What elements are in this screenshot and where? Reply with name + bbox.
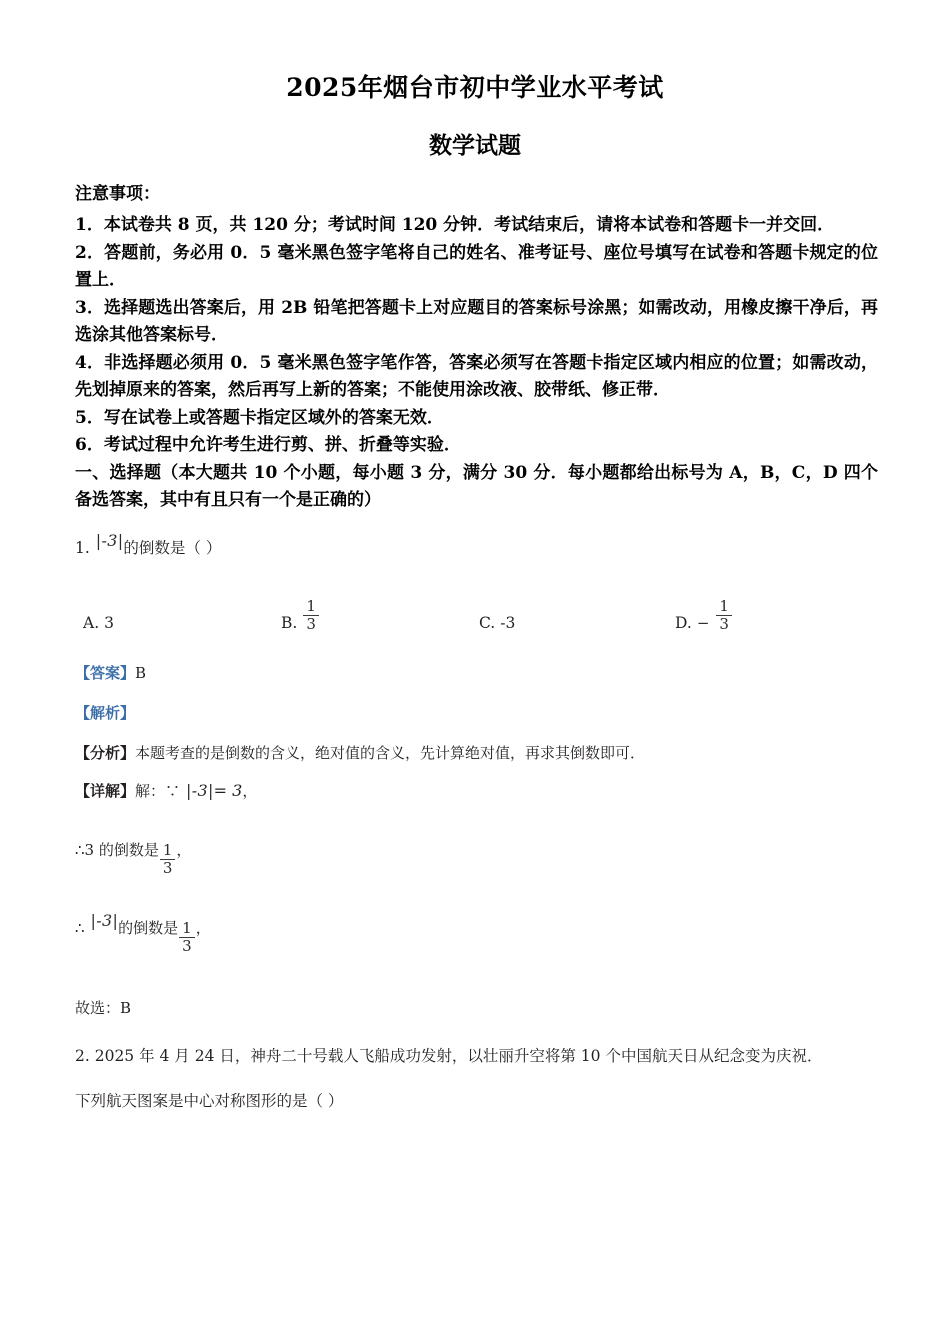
explanation-row [75, 702, 878, 725]
analysis-tag: 【分析】 [75, 744, 136, 763]
detail-lead: 解： [135, 781, 166, 800]
step-3-comma: ， [195, 918, 211, 937]
step-2-text: 3 的倒数是 [84, 840, 159, 859]
question-1-stem [75, 530, 878, 560]
question-1-solution [75, 662, 878, 1018]
analysis-text: 本题考查的是倒数的含义，绝对值的含义，先计算绝对值，再求其倒数即可． [135, 744, 646, 763]
option-b-denominator: 3 [306, 614, 316, 633]
option-d[interactable] [675, 596, 733, 633]
option-b-fraction [303, 596, 319, 633]
step-3-text: 的倒数是 [118, 918, 179, 937]
question-2-line-1: 2. 2025 年 4 月 24 日，神舟二十号载人飞船成功发射，以壮丽升空将第 10 个中国航天日从纪念变为庆祝． [75, 1046, 823, 1065]
option-d-label: D. [675, 614, 692, 633]
page-subtitle: 数学试题 [429, 131, 521, 159]
option-d-negative-sign: − [696, 614, 710, 633]
detail-tag: 【详解】 [75, 781, 136, 800]
detail-equation-rest: = 3 [213, 780, 243, 800]
option-c[interactable] [479, 614, 515, 632]
solution-step-3 [75, 910, 878, 955]
option-a-label: A. [83, 614, 100, 633]
detail-comma: ， [242, 781, 258, 800]
notice-item-2: 2．答题前，务必用 0．5 毫米黑色签字笔将自己的姓名、准考证号、座位号填写在试卷和答题卡规定的位置上． [75, 242, 878, 291]
abs-value-expression: |-3| [95, 530, 124, 550]
notice-item-3: 3．选择题选出答案后，用 2B 铅笔把答题卡上对应题目的答案标号涂黑；如需改动，用橡皮擦干净后，再选涂其他答案标号． [75, 297, 878, 346]
answer-row [75, 662, 878, 685]
question-2 [75, 1045, 878, 1114]
step-2-comma: ， [176, 840, 192, 859]
because-symbol: ∵ [165, 781, 181, 800]
step-3-fraction [179, 918, 195, 955]
section-heading-choice: 一、选择题（本大题共 10 个小题，每小题 3 分，满分 30 分．每小题都给出标号为 A，B，C，D 四个备选答案，其中有且只有一个是正确的） [75, 462, 878, 511]
question-1-number: 1. [75, 538, 90, 557]
question-1-options [75, 574, 878, 632]
explanation-tag: 【解析】 [75, 703, 136, 722]
option-b-label: B. [281, 614, 298, 633]
notice-item-4: 4．非选择题必须用 0．5 毫米黑色签字笔作答，答案必须写在答题卡指定区域内相应的位置；如需改动，先划掉原来的答案，然后再写上新的答案；不能使用涂改液、胶带纸、修正带． [75, 352, 878, 401]
step-3-numerator: 1 [179, 921, 195, 938]
option-d-numerator: 1 [716, 599, 732, 616]
step-3-denominator: 3 [182, 936, 192, 955]
option-d-denominator: 3 [719, 614, 729, 633]
question-1-text: 的倒数是（ ） [123, 538, 222, 557]
therefore-symbol-2: ∴ [75, 918, 85, 937]
analysis-row [75, 742, 878, 765]
option-b-numerator: 1 [303, 599, 319, 616]
option-d-fraction [716, 596, 732, 633]
option-c-label: C. [479, 614, 496, 633]
step-2-fraction [160, 840, 176, 877]
notice-item-6: 6．考试过程中允许考生进行剪、拼、折叠等实验． [75, 435, 461, 456]
option-a-value: 3 [104, 614, 114, 633]
solution-step-2 [75, 839, 878, 877]
therefore-symbol-1: ∴ [75, 840, 85, 859]
answer-value: B [135, 664, 147, 683]
solution-conclusion: 故选：B [75, 998, 132, 1017]
detail-abs-expression: |-3| [186, 780, 214, 800]
notice-heading: 注意事项： [75, 184, 160, 204]
answer-tag: 【答案】 [75, 664, 136, 683]
page-title: 2025年烟台市初中学业水平考试 [286, 73, 664, 102]
step-2-numerator: 1 [160, 843, 176, 860]
detail-row [75, 779, 878, 803]
notice-item-1: 1．本试卷共 8 页，共 120 分；考试时间 120 分钟．考试结束后，请将本试卷和答题卡一并交回． [75, 215, 835, 235]
question-2-line-2: 下列航天图案是中心对称图形的是（ ） [75, 1091, 344, 1110]
notice-item-5: 5．写在试卷上或答题卡指定区域外的答案无效． [75, 407, 444, 428]
option-c-value: -3 [500, 614, 516, 633]
option-a[interactable] [83, 614, 114, 632]
step-2-denominator: 3 [162, 858, 173, 877]
step-3-abs-expression: |-3| [90, 910, 119, 930]
document-body [75, 186, 878, 1113]
option-b[interactable] [281, 596, 320, 633]
